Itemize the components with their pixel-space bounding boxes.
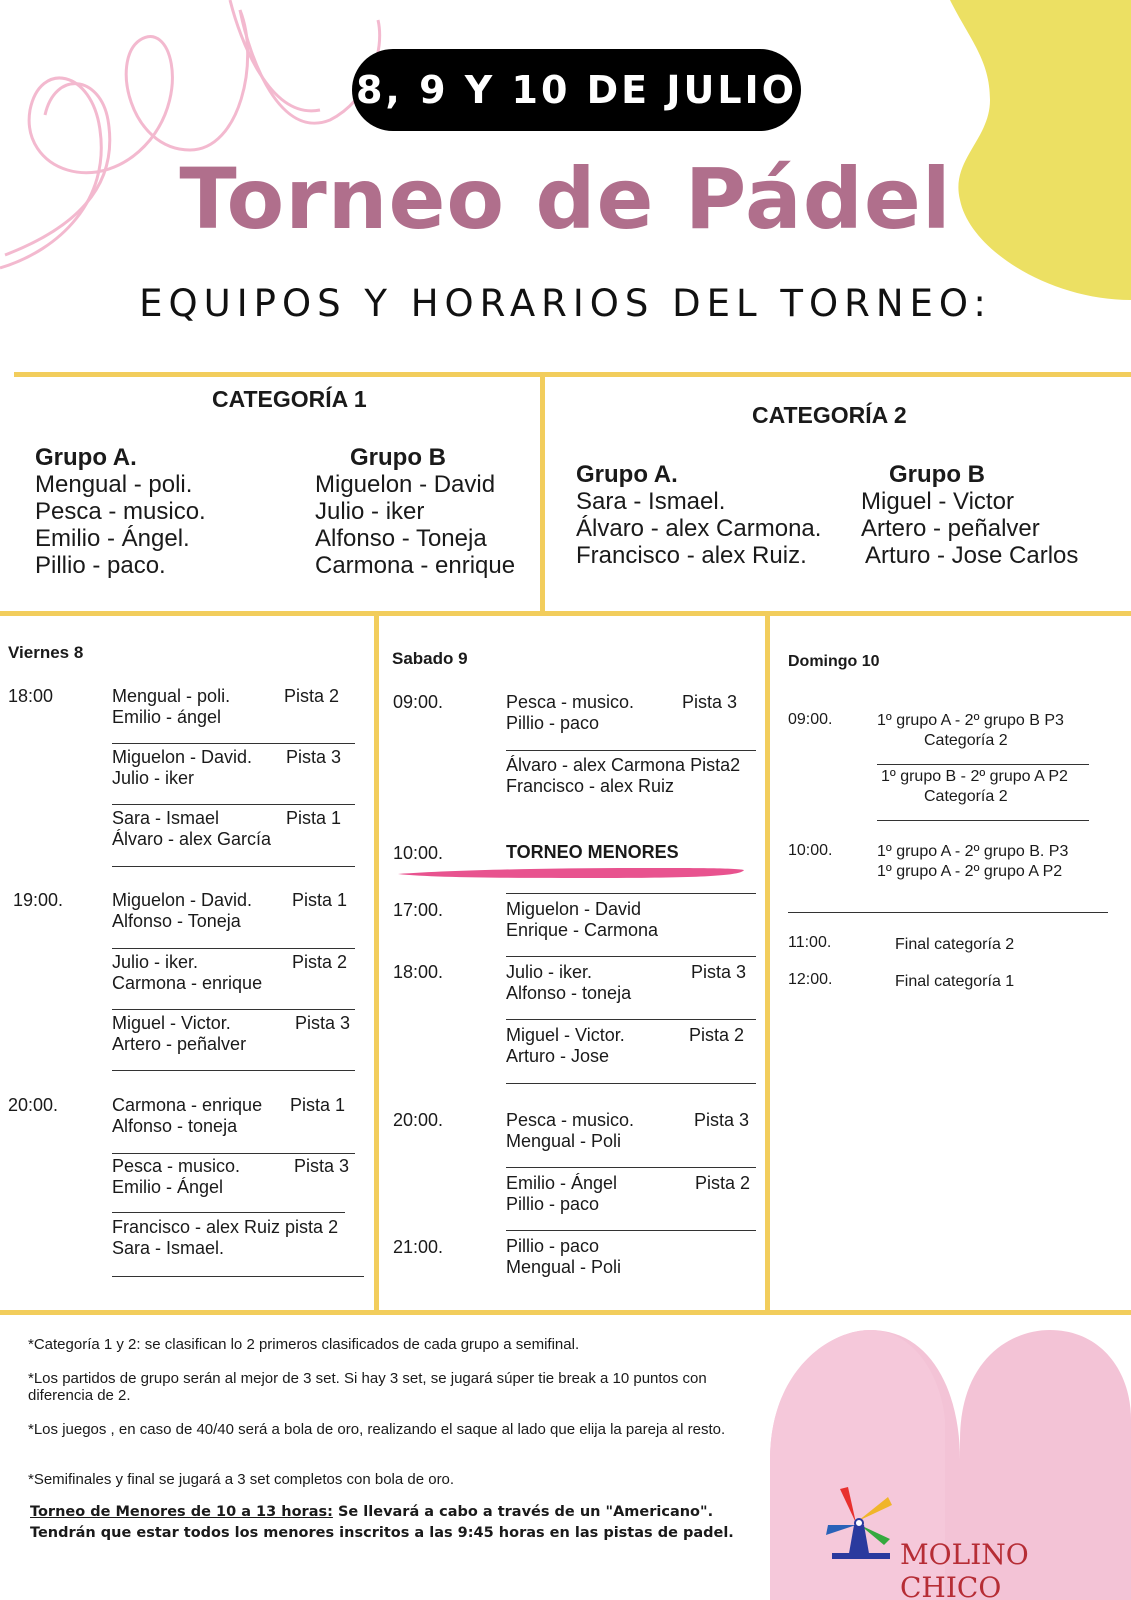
team: Julio - iker. <box>112 952 199 972</box>
match <box>112 1013 362 1055</box>
divider <box>506 1167 756 1168</box>
time-slot: 18:00 <box>8 686 54 706</box>
court-label: Pista 2 <box>689 1025 745 1045</box>
minors-note-line-2: Tendrán que estar todos los menores inscritos a las 9:45 horas en las pistas de padel. <box>30 1525 734 1541</box>
time-slot: 11:00. <box>788 934 832 951</box>
match <box>506 899 756 941</box>
match <box>112 686 362 728</box>
team: Pillio - paco <box>506 1194 600 1214</box>
friday-title: Viernes 8 <box>8 643 84 662</box>
divider <box>506 1230 756 1231</box>
time-slot: 17:00. <box>393 900 444 920</box>
team: Sara - Ismael <box>112 808 220 828</box>
team: Emilio - Ángel <box>506 1173 618 1193</box>
team: Emilio - Ángel <box>112 1177 224 1197</box>
pink-highlight-stroke <box>396 862 748 882</box>
match <box>506 1236 756 1278</box>
team: Pillio - paco. <box>35 552 166 579</box>
team: Francisco - alex Ruiz pista 2 <box>112 1217 339 1237</box>
court-label: Pista 2 <box>292 952 348 972</box>
category-2-group-b <box>861 461 1078 569</box>
court-label: Pista 3 <box>682 692 738 712</box>
category-label: Categoría 2 <box>924 788 1008 805</box>
court-label: Pista 2 <box>695 1173 751 1193</box>
time-slot: 19:00. <box>13 890 64 910</box>
category-2-group-a <box>576 461 821 569</box>
match-line: 1º grupo A - 2º grupo B P3 <box>877 712 1064 729</box>
team: Mengual - Poli <box>506 1131 622 1151</box>
match <box>112 808 362 850</box>
divider <box>877 820 1089 821</box>
team: Alfonso - toneja <box>112 1116 238 1136</box>
group-name: Grupo B <box>350 444 446 471</box>
rule-text: *Categoría 1 y 2: se clasifican lo 2 primeros clasificados de cada grupo a semifinal. <box>28 1336 580 1353</box>
team: Carmona - enrique <box>315 552 516 579</box>
category-1-group-b <box>315 444 515 579</box>
group-name: Grupo A. <box>35 444 137 471</box>
minors-tournament-label: TORNEO MENORES <box>506 842 679 862</box>
team: Miguel - Victor <box>861 488 1014 515</box>
logo-text: MOLINO CHICO <box>900 1538 1029 1600</box>
divider <box>788 912 1108 913</box>
court-label: Pista 1 <box>292 890 348 910</box>
time-slot: 21:00. <box>393 1237 444 1257</box>
match <box>112 1156 362 1198</box>
divider <box>14 372 1131 377</box>
time-slot: 12:00. <box>788 971 833 988</box>
divider <box>765 611 770 1315</box>
team: Mengual - poli. <box>112 686 231 706</box>
team: Miguelon - David <box>315 471 496 498</box>
match <box>506 1173 756 1215</box>
divider <box>112 1009 355 1010</box>
divider <box>0 1310 1131 1315</box>
team: Carmona - enrique <box>112 973 263 993</box>
divider <box>112 1276 364 1277</box>
team: Pesca - musico. <box>35 498 206 525</box>
match <box>506 692 756 734</box>
windmill-logo-icon <box>818 1483 898 1563</box>
team: Sara - Ismael. <box>112 1238 225 1258</box>
team: Álvaro - alex García <box>112 829 272 849</box>
team: Pesca - musico. <box>506 692 635 712</box>
rule-text: *Los juegos , en caso de 40/40 será a bola de oro, realizando el saque al lado que elija la pareja al resto. <box>28 1421 726 1438</box>
match <box>112 952 362 994</box>
team: Miguelon - David <box>506 899 642 919</box>
divider <box>0 611 1131 616</box>
time-slot: 10:00. <box>788 842 833 859</box>
match <box>881 767 1121 807</box>
divider <box>877 764 1089 765</box>
team: Pillio - paco <box>506 1236 600 1256</box>
court-label: Pista 3 <box>691 962 747 982</box>
minors-note-text: Se llevará a cabo a través de un "Americano". <box>332 1504 714 1520</box>
divider <box>506 750 756 751</box>
match <box>506 962 756 1004</box>
team: Alfonso - Toneja <box>315 525 487 552</box>
team: Mengual - Poli <box>506 1257 622 1277</box>
divider <box>112 1153 355 1154</box>
team: Arturo - Jose Carlos <box>865 542 1079 569</box>
team: Sara - Ismael. <box>576 488 726 515</box>
divider <box>112 743 355 744</box>
team: Pesca - musico. <box>506 1110 635 1130</box>
team: Miguelon - David. <box>112 747 253 767</box>
match <box>112 890 362 932</box>
team: Julio - iker <box>112 768 195 788</box>
category-2-title: CATEGORÍA 2 <box>752 402 907 428</box>
group-name: Grupo A. <box>576 461 678 488</box>
time-slot: 09:00. <box>393 692 444 712</box>
match <box>877 711 1117 751</box>
divider <box>112 1070 355 1071</box>
team: Alfonso - toneja <box>506 983 632 1003</box>
time-slot: 09:00. <box>788 711 833 728</box>
match <box>506 1025 756 1067</box>
court-label: Pista 2 <box>284 686 340 706</box>
court-label: Pista 3 <box>294 1156 350 1176</box>
divider <box>112 804 355 805</box>
match-line: 1º grupo A - 2º grupo A P2 <box>877 863 1063 880</box>
team: Francisco - alex Ruiz <box>506 776 675 796</box>
match <box>877 842 1117 882</box>
team: Emilio - Ángel. <box>35 525 190 552</box>
team: Pesca - musico. <box>112 1156 241 1176</box>
court-label: Pista 1 <box>290 1095 346 1115</box>
sunday-title: Domingo 10 <box>788 653 880 670</box>
team: Miguel - Victor. <box>112 1013 231 1033</box>
team: Carmona - enrique <box>112 1095 263 1115</box>
team: Pillio - paco <box>506 713 600 733</box>
divider <box>506 1083 756 1084</box>
page-title: Torneo de Pádel <box>179 150 952 248</box>
final-label: Final categoría 2 <box>895 936 1015 953</box>
team: Miguel - Victor. <box>506 1025 625 1045</box>
court-label: Pista 3 <box>694 1110 750 1130</box>
time-slot: 20:00. <box>393 1110 444 1130</box>
divider <box>112 866 355 867</box>
court-label: Pista 3 <box>286 747 342 767</box>
team: Miguelon - David. <box>112 890 253 910</box>
team: Julio - iker. <box>506 962 593 982</box>
minors-note <box>30 1502 734 1544</box>
team: Artero - peñalver <box>861 515 1040 542</box>
match-line: 1º grupo A - 2º grupo B. P3 <box>877 843 1069 860</box>
team: Francisco - alex Ruiz. <box>576 542 807 569</box>
time-slot: 10:00. <box>393 843 444 863</box>
match <box>506 755 761 797</box>
page-subtitle: EQUIPOS Y HORARIOS DEL TORNEO: <box>139 282 992 325</box>
rule-text: *Semifinales y final se jugará a 3 set completos con bola de oro. <box>28 1471 455 1488</box>
match-line: 1º grupo B - 2º grupo A P2 <box>881 768 1068 785</box>
match <box>112 1217 372 1259</box>
team: Emilio - ángel <box>112 707 222 727</box>
court-label: Pista 3 <box>295 1013 351 1033</box>
court-label: Pista 1 <box>286 808 342 828</box>
divider <box>540 372 545 616</box>
divider <box>374 611 379 1315</box>
category-1-title: CATEGORÍA 1 <box>212 386 367 412</box>
minors-note-heading: Torneo de Menores de 10 a 13 horas: <box>30 1504 333 1520</box>
divider <box>506 956 756 957</box>
divider <box>506 1019 756 1020</box>
match <box>112 747 362 789</box>
divider <box>506 893 756 894</box>
saturday-title: Sabado 9 <box>392 649 468 668</box>
category-label: Categoría 2 <box>924 732 1008 749</box>
final-label: Final categoría 1 <box>895 973 1015 990</box>
time-slot: 18:00. <box>393 962 444 982</box>
divider <box>112 1212 345 1213</box>
category-1-group-a <box>35 444 206 579</box>
team: Enrique - Carmona <box>506 920 659 940</box>
team: Alfonso - Toneja <box>112 911 241 931</box>
date-badge: 8, 9 Y 10 DE JULIO <box>352 49 801 131</box>
minors-note-line-1 <box>30 1502 734 1523</box>
match <box>506 1110 756 1152</box>
group-name: Grupo B <box>889 461 985 488</box>
team: Arturo - Jose <box>506 1046 610 1066</box>
time-slot: 20:00. <box>8 1095 59 1115</box>
team: Álvaro - alex Carmona. <box>576 515 822 542</box>
team: Artero - peñalver <box>112 1034 247 1054</box>
team: Mengual - poli. <box>35 471 193 498</box>
team: Álvaro - alex Carmona Pista2 <box>506 755 741 775</box>
divider <box>112 948 355 949</box>
match <box>112 1095 362 1137</box>
team: Julio - iker <box>315 498 425 525</box>
rule-text: *Los partidos de grupo serán al mejor de 3 set. Si hay 3 set, se jugará súper tie break a 10 puntos con diferencia de 2. <box>28 1370 707 1404</box>
